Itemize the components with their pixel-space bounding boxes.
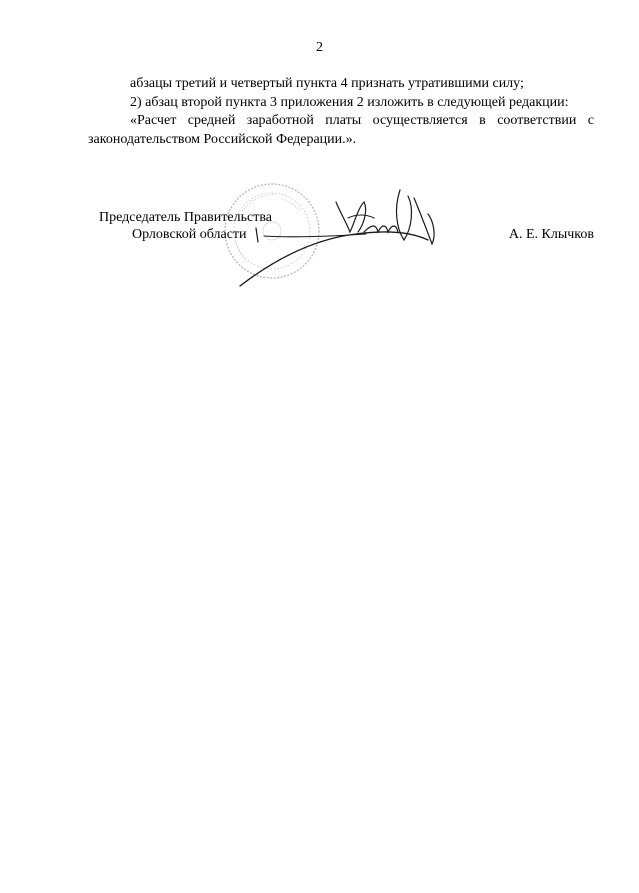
page-number: 2 <box>316 40 323 55</box>
paragraph-3: «Расчет средней заработной платы осуществляется в соответствии с законодательством Российской Федерации.». <box>88 113 594 147</box>
signer-name: А. Е. Клычков <box>508 227 594 242</box>
paragraph-2: 2) абзац второй пункта 3 приложения 2 изложить в следующей редакции: <box>130 94 569 110</box>
signer-position-line-1: Председатель Правительства <box>99 210 272 225</box>
paragraph-1: абзацы третий и четвертый пункта 4 признать утратившими силу; <box>130 76 524 91</box>
signer-position-line-2: Орловской области <box>132 227 247 242</box>
handwritten-signature-icon <box>236 188 442 290</box>
